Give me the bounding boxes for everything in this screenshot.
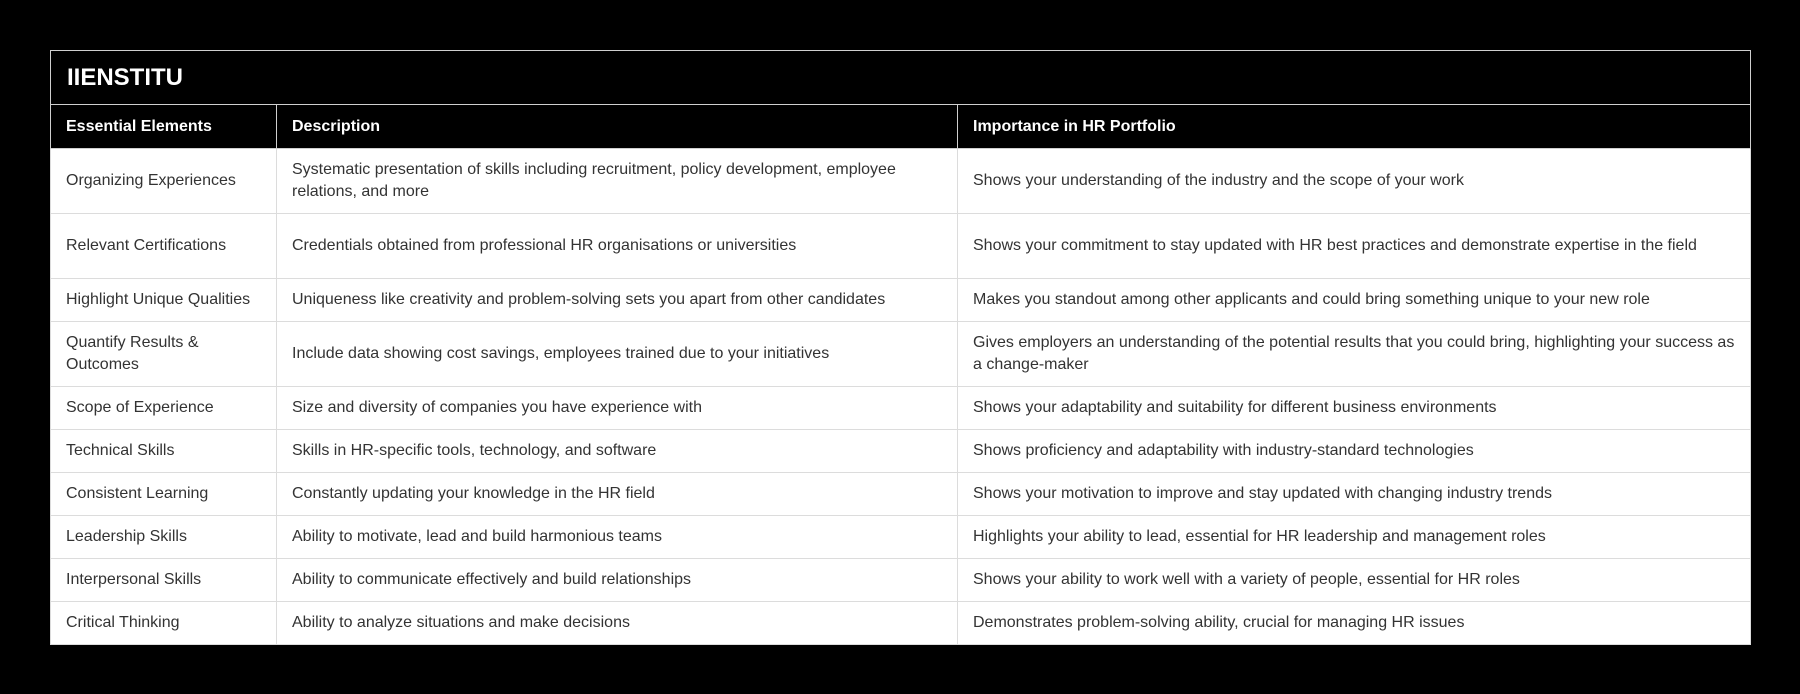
table-row [51,602,1751,645]
cell-importance: Shows your ability to work well with a variety of people, essential for HR roles [958,559,1751,602]
cell-element: Critical Thinking [51,602,277,645]
column-header-elements: Essential Elements [51,105,277,149]
column-header-importance: Importance in HR Portfolio [958,105,1751,149]
cell-description: Credentials obtained from professional HR organisations or universities [277,214,958,279]
cell-element: Relevant Certifications [51,214,277,279]
cell-element: Interpersonal Skills [51,559,277,602]
cell-element: Technical Skills [51,430,277,473]
table-row [51,322,1751,387]
cell-element: Quantify Results & Outcomes [51,322,277,387]
table-row [51,430,1751,473]
cell-element: Organizing Experiences [51,149,277,214]
cell-importance: Gives employers an understanding of the potential results that you could bring, highlighting your success as a change-maker [958,322,1751,387]
table-row [51,473,1751,516]
cell-importance: Shows proficiency and adaptability with industry-standard technologies [958,430,1751,473]
cell-importance: Shows your motivation to improve and stay updated with changing industry trends [958,473,1751,516]
table-row [51,387,1751,430]
cell-element: Consistent Learning [51,473,277,516]
cell-description: Ability to analyze situations and make decisions [277,602,958,645]
cell-description: Constantly updating your knowledge in the HR field [277,473,958,516]
cell-importance: Highlights your ability to lead, essential for HR leadership and management roles [958,516,1751,559]
table-row [51,149,1751,214]
cell-importance: Shows your commitment to stay updated with HR best practices and demonstrate expertise in the field [958,214,1751,279]
table-row [51,559,1751,602]
table-container [50,50,1750,645]
cell-description: Ability to motivate, lead and build harmonious teams [277,516,958,559]
cell-importance: Shows your adaptability and suitability for different business environments [958,387,1751,430]
cell-importance: Makes you standout among other applicants and could bring something unique to your new role [958,279,1751,322]
cell-description: Systematic presentation of skills including recruitment, policy development, employee relations, and more [277,149,958,214]
cell-element: Leadership Skills [51,516,277,559]
column-header-description: Description [277,105,958,149]
cell-description: Skills in HR-specific tools, technology, and software [277,430,958,473]
cell-importance: Shows your understanding of the industry and the scope of your work [958,149,1751,214]
cell-importance: Demonstrates problem-solving ability, crucial for managing HR issues [958,602,1751,645]
header-row [51,105,1751,149]
cell-element: Highlight Unique Qualities [51,279,277,322]
cell-description: Ability to communicate effectively and build relationships [277,559,958,602]
table-row [51,279,1751,322]
cell-description: Size and diversity of companies you have experience with [277,387,958,430]
table-title: IIENSTITU [51,51,1751,105]
cell-description: Uniqueness like creativity and problem-solving sets you apart from other candidates [277,279,958,322]
cell-description: Include data showing cost savings, employees trained due to your initiatives [277,322,958,387]
hr-portfolio-table [50,50,1751,645]
table-row [51,516,1751,559]
table-row [51,214,1751,279]
cell-element: Scope of Experience [51,387,277,430]
